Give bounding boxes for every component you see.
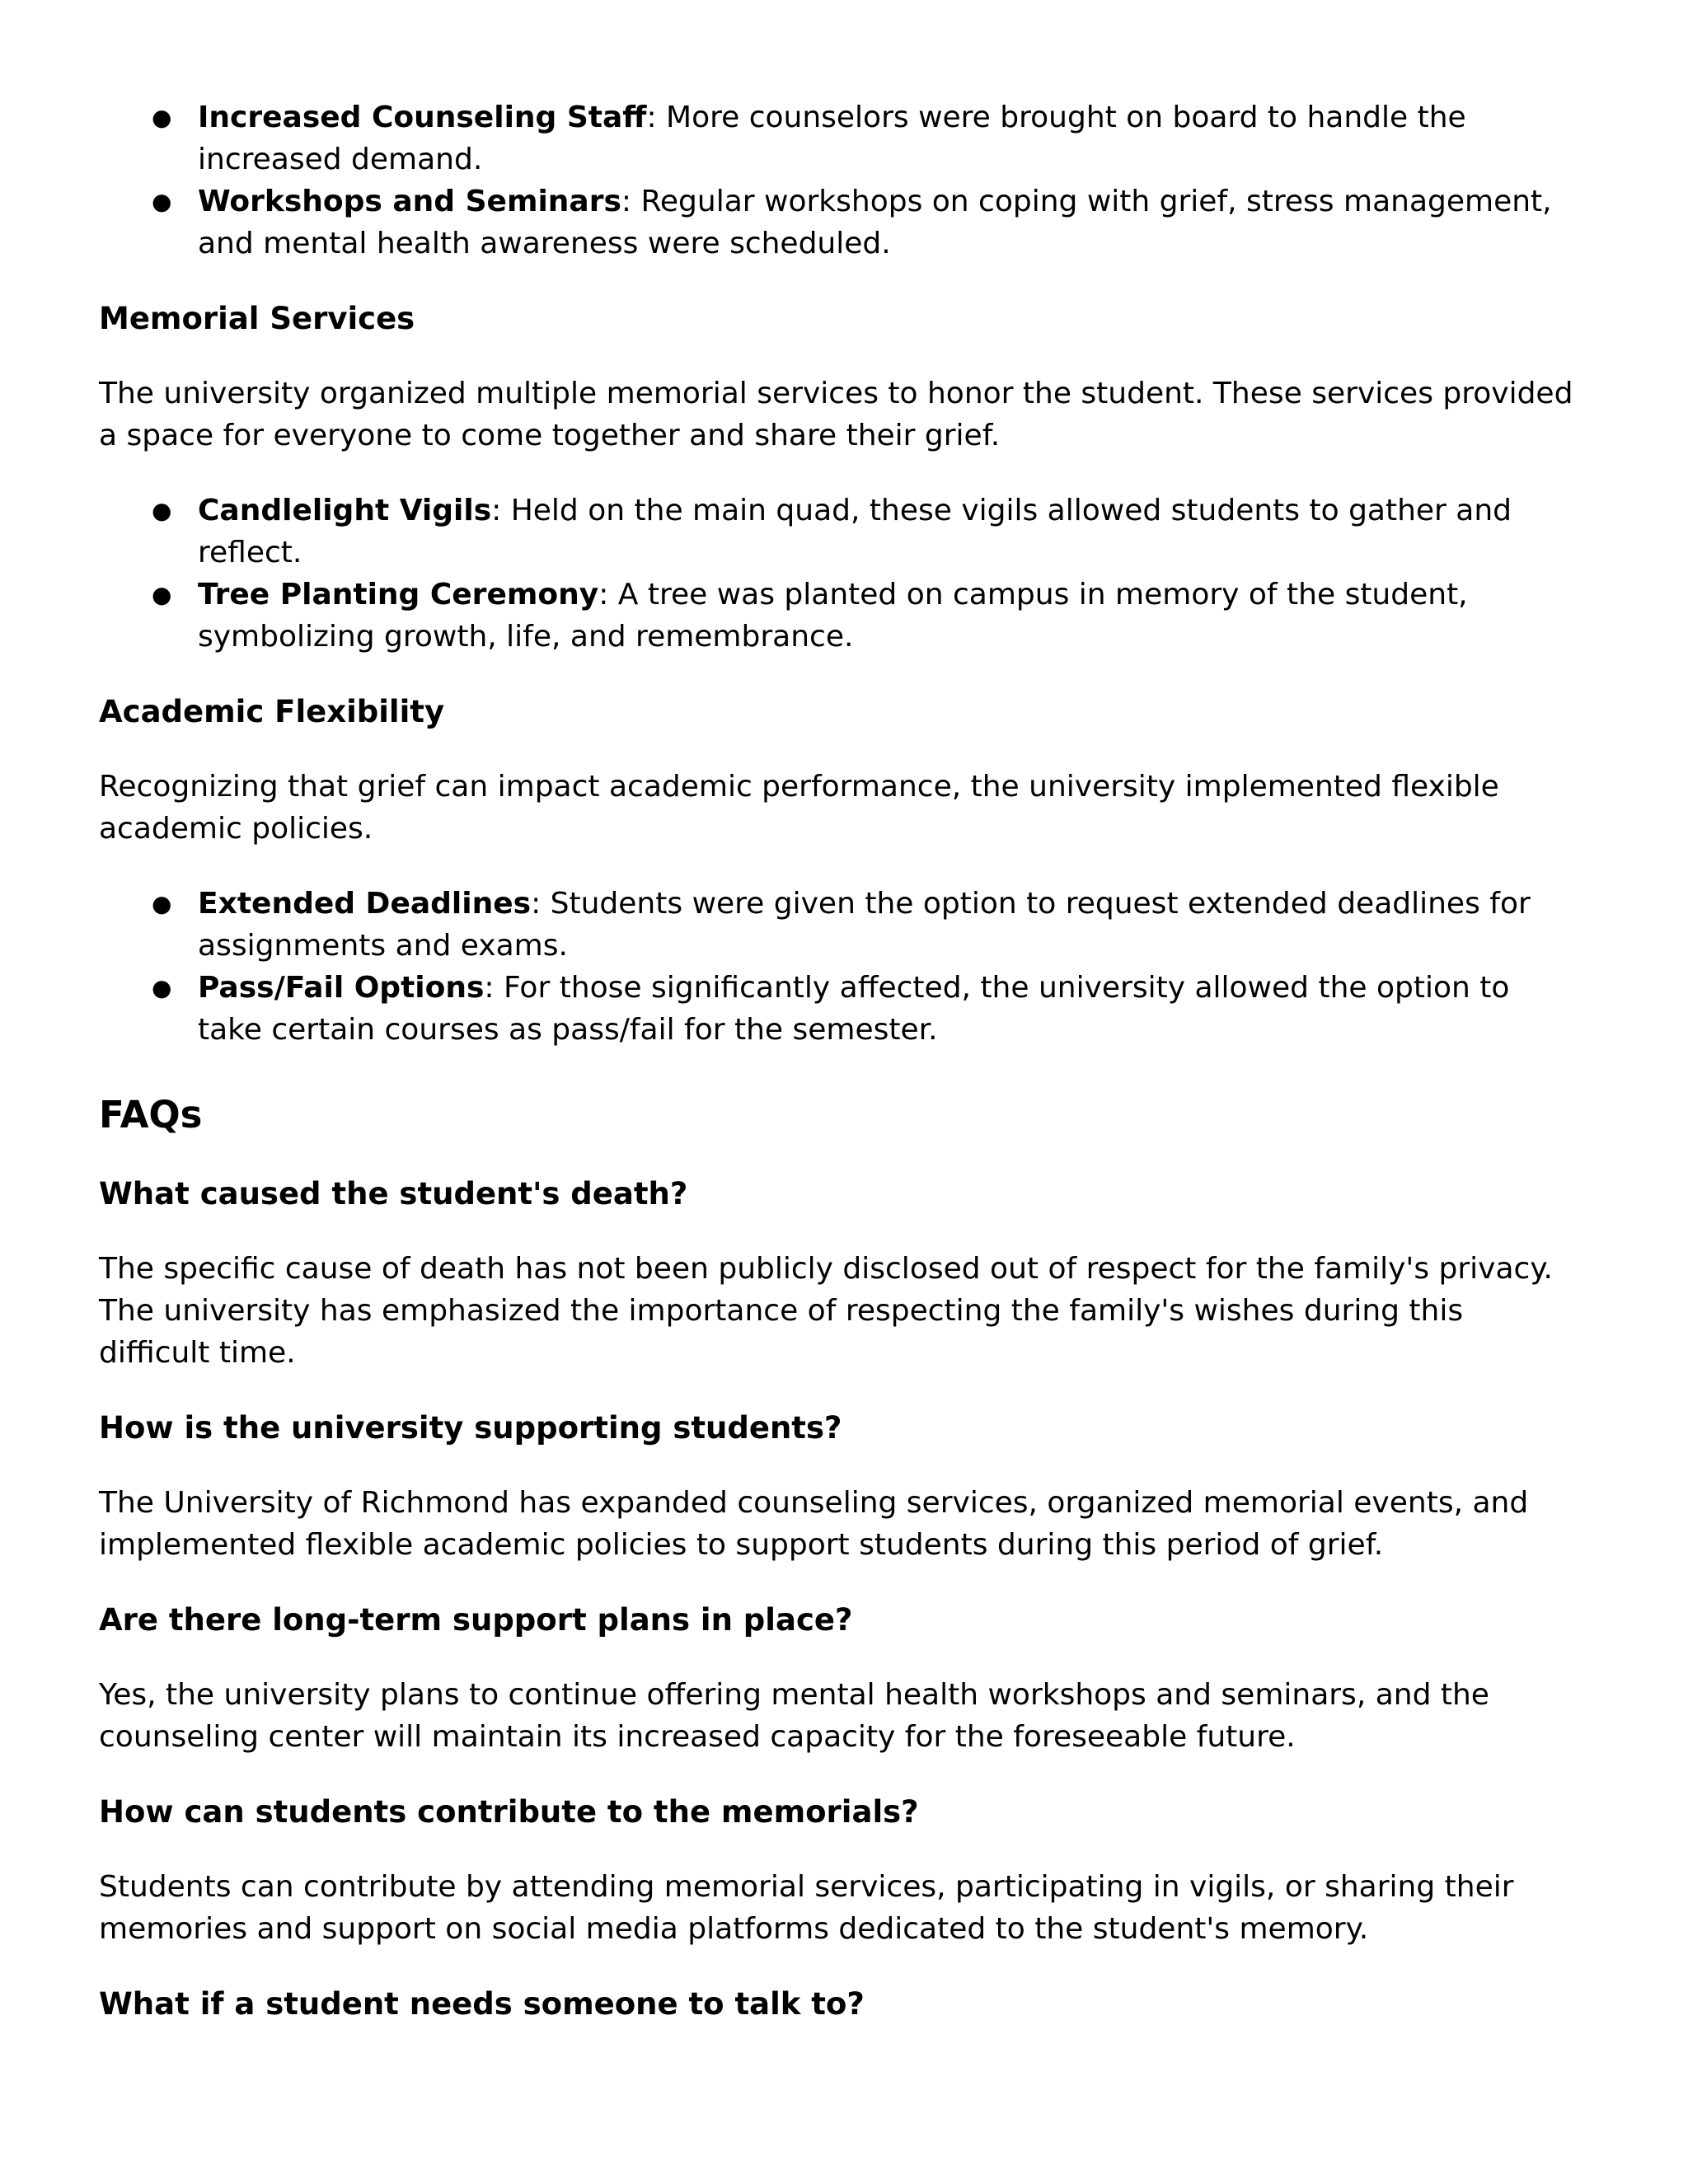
list-item bbox=[99, 490, 1582, 574]
list-item bbox=[99, 883, 1582, 967]
list-item-term: Increased Counseling Staff bbox=[198, 101, 647, 134]
support-list bbox=[99, 96, 1582, 265]
faq-answer: Students can contribute by attending memorial services, participating in vigils, or sharing their memories and support on social media platforms dedicated to the student's memory. bbox=[99, 1870, 1514, 1946]
faq-answer: The University of Richmond has expanded counseling services, organized memorial events, and implemented flexible academic policies to support students during this period of grief. bbox=[99, 1486, 1529, 1562]
document-content bbox=[99, 96, 1582, 2025]
faq-question: What caused the student's death? bbox=[99, 1176, 688, 1212]
list-item bbox=[99, 180, 1582, 265]
bullet-icon: ● bbox=[152, 974, 172, 1001]
memorial-list bbox=[99, 490, 1582, 658]
list-item-text: : More counselors were brought on board to handle the increased demand. bbox=[198, 101, 1466, 176]
list-item-text: : Students were given the option to request extended deadlines for assignments and exams. bbox=[198, 887, 1531, 963]
bullet-icon: ● bbox=[152, 497, 172, 524]
list-item bbox=[99, 96, 1582, 180]
faq-answer: The specific cause of death has not been publicly disclosed out of respect for the family's privacy. The university has emphasized the importance of respecting the family's wishes during this difficult time. bbox=[99, 1252, 1553, 1370]
faq-question: How is the university supporting students? bbox=[99, 1410, 842, 1446]
faqs-heading: FAQs bbox=[99, 1093, 203, 1137]
list-item-text: : A tree was planted on campus in memory of the student, symbolizing growth, life, and remembrance. bbox=[198, 578, 1468, 654]
faq-answer: Yes, the university plans to continue offering mental health workshops and seminars, and the counseling center will maintain its increased capacity for the foreseeable future. bbox=[99, 1678, 1489, 1754]
list-item-text: : Regular workshops on coping with grief, stress management, and mental health awareness were scheduled. bbox=[198, 185, 1552, 260]
bullet-icon: ● bbox=[152, 581, 172, 608]
academic-flexibility-heading: Academic Flexibility bbox=[99, 694, 445, 729]
memorial-services-intro: The university organized multiple memorial services to honor the student. These services provided a space for everyone to come together and share their grief. bbox=[99, 377, 1573, 452]
list-item bbox=[99, 967, 1582, 1051]
faq-question: Are there long-term support plans in place? bbox=[99, 1602, 853, 1638]
memorial-services-heading: Memorial Services bbox=[99, 301, 415, 336]
list-item-term: Tree Planting Ceremony bbox=[198, 578, 599, 612]
list-item-term: Workshops and Seminars bbox=[198, 185, 621, 218]
faq-question: What if a student needs someone to talk to? bbox=[99, 1986, 865, 2022]
bullet-icon: ● bbox=[152, 890, 172, 917]
list-item-term: Pass/Fail Options bbox=[198, 971, 485, 1005]
list-item-text: : For those significantly affected, the university allowed the option to take certain courses as pass/fail for the semester. bbox=[198, 971, 1510, 1047]
list-item-term: Extended Deadlines bbox=[198, 887, 532, 921]
academic-list bbox=[99, 883, 1582, 1051]
list-item-term: Candlelight Vigils bbox=[198, 494, 492, 527]
bullet-icon: ● bbox=[152, 188, 172, 215]
bullet-icon: ● bbox=[152, 104, 172, 131]
academic-flexibility-intro: Recognizing that grief can impact academic performance, the university implemented flexible academic policies. bbox=[99, 770, 1499, 846]
list-item bbox=[99, 574, 1582, 658]
list-item-text: : Held on the main quad, these vigils allowed students to gather and reflect. bbox=[198, 494, 1512, 569]
faq-question: How can students contribute to the memorials? bbox=[99, 1794, 919, 1830]
